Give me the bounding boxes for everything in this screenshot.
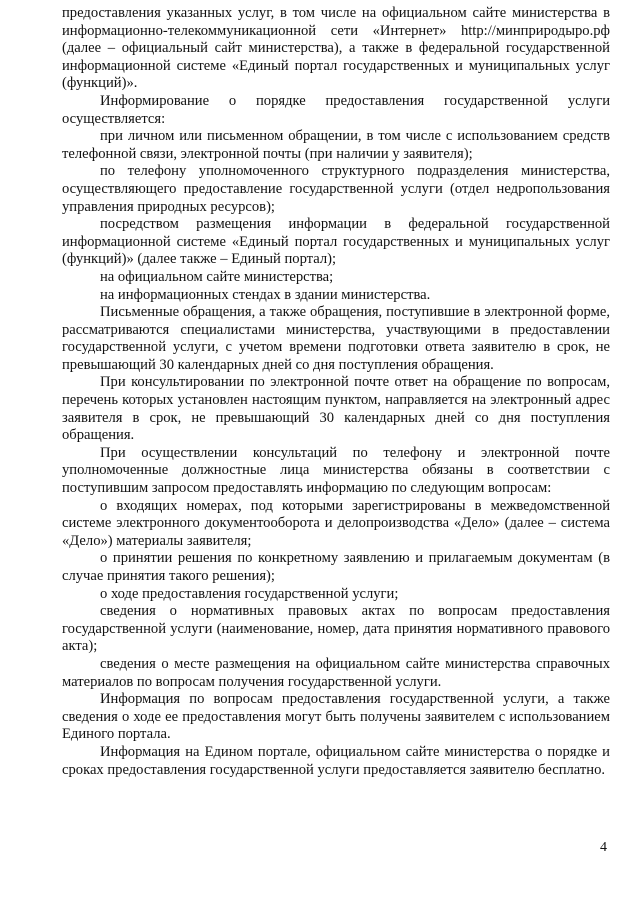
paragraph-15: сведения о месте размещения на официальном сайте министерства справочных материалов по вопросам получения государственной услуги. bbox=[62, 655, 610, 690]
page-number: 4 bbox=[600, 840, 607, 855]
paragraph-5: посредством размещения информации в федеральной государственной информационной системе «Единый портал государственных и муниципальных услуг (функций)» (далее также – Единый портал); bbox=[62, 216, 610, 268]
paragraph-12: о принятии решения по конкретному заявлению и прилагаемым документам (в случае принятия такого решения); bbox=[62, 550, 610, 584]
paragraph-2: Информирование о порядке предоставления государственной услуги осуществляется: bbox=[62, 92, 610, 127]
paragraph-14: сведения о нормативных правовых актах по вопросам предоставления государственной услуги (наименование, номер, дата принятия нормативного правового акта); bbox=[62, 603, 610, 655]
paragraph-11: о входящих номерах, под которыми зарегистрированы в межведомственной системе электронного документооборота и делопроизводства «Дело» (далее – система «Дело») материалы заявителя; bbox=[62, 497, 610, 549]
paragraph-4: по телефону уполномоченного структурного подразделения министерства, осуществляющего предоставление государственной услуги (отдел недропользования управления природных ресурсов); bbox=[62, 163, 610, 215]
paragraph-13: о ходе предоставления государственной услуги; bbox=[100, 585, 399, 602]
paragraph-7: на информационных стендах в здании министерства. bbox=[100, 286, 431, 303]
paragraph-17: Информация на Едином портале, официальном сайте министерства о порядке и сроках предоставления государственной услуги предоставляется заявителю бесплатно. bbox=[62, 743, 610, 778]
paragraph-6: на официальном сайте министерства; bbox=[100, 268, 334, 285]
paragraph-8: Письменные обращения, а также обращения, поступившие в электронной форме, рассматриваются специалистами министерства, участвующими в предоставлении государственной услуги, с учетом времени подготовки ответа заявителю в срок, не превышающий 30 календарных дней со дня поступления обращения. bbox=[62, 304, 610, 373]
paragraph-16: Информация по вопросам предоставления государственной услуги, а также сведения о ходе ее предоставления могут быть получены заявителем с использованием Единого портала. bbox=[62, 691, 610, 743]
paragraph-9: При консультировании по электронной почте ответ на обращение по вопросам, перечень которых установлен настоящим пунктом, направляется на электронный адрес заявителя в срок, не превышающий 30 календарных дней со дня поступления обращения. bbox=[62, 374, 610, 444]
document-body bbox=[62, 5, 610, 779]
paragraph-1: предоставления указанных услуг, в том числе на официальном сайте министерства в информационно-телекоммуникационной сети «Интернет» http://минприродыро.рф (далее – официальный сайт министерства), а также в федеральной государственной информационной системе «Единый портал государственных и муниципальных услуг (функций)». bbox=[62, 5, 610, 92]
paragraph-3: при личном или письменном обращении, в том числе с использованием средств телефонной связи, электронной почты (при наличии у заявителя); bbox=[62, 128, 610, 162]
paragraph-10: При осуществлении консультаций по телефону и электронной почте уполномоченные должностные лица министерства обязаны в соответствии с поступившим запросом предоставлять информацию по следующим вопросам: bbox=[62, 444, 610, 497]
